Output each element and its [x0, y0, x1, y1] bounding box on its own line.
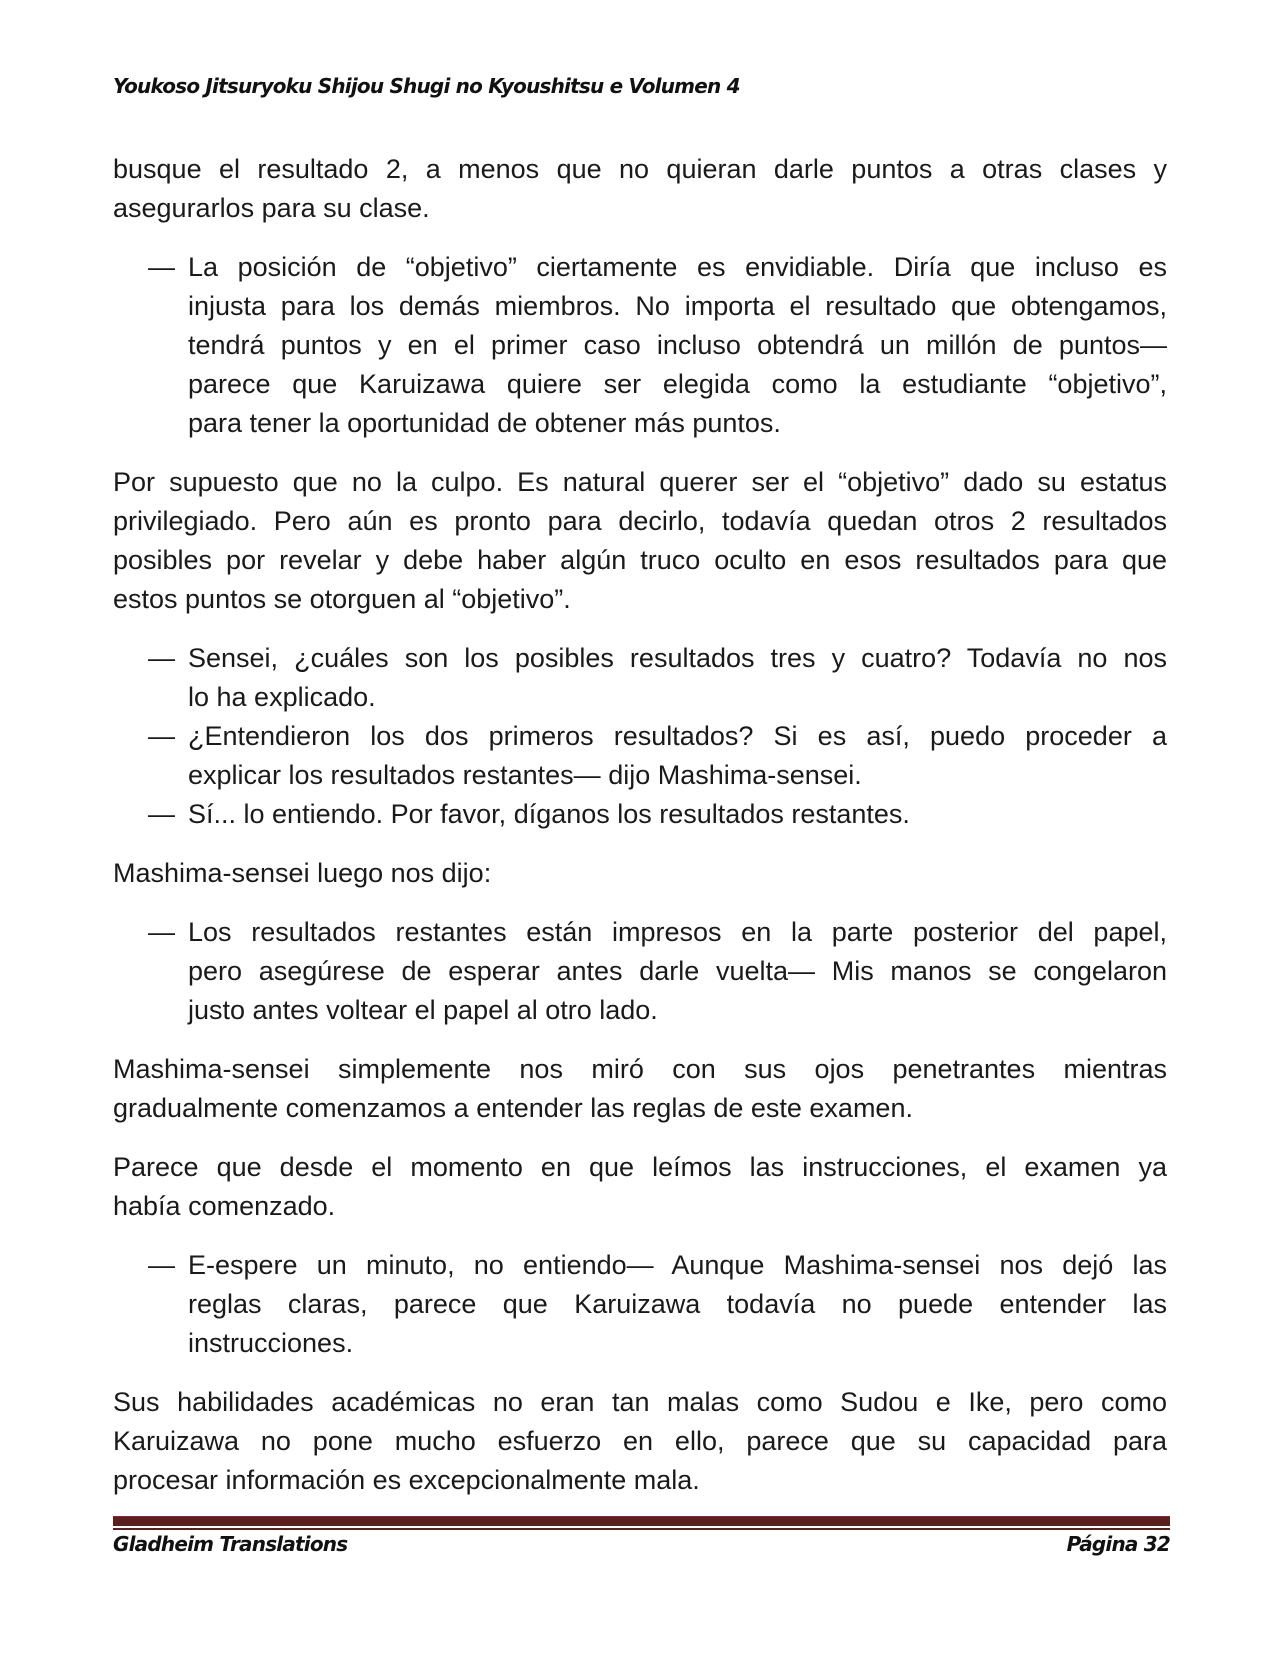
text-line: Sí... lo entiendo. Por favor, díganos los resultados restantes.	[188, 799, 910, 829]
dialogue-block	[113, 913, 1167, 1030]
paragraph	[113, 1148, 1167, 1226]
em-dash: —	[148, 799, 175, 829]
em-dash: —	[148, 1250, 175, 1280]
footer-translator: Gladheim Translations	[113, 1532, 348, 1556]
text-line: privilegiado. Pero aún es pronto para decirlo, todavía quedan otros 2 resultados	[113, 506, 1167, 536]
text-line: había comenzado.	[113, 1191, 336, 1221]
text-line: asegurarlos para su clase.	[113, 193, 430, 223]
dialogue-line	[148, 1246, 1167, 1363]
paragraph	[113, 1050, 1167, 1128]
text-line: lo ha explicado.	[188, 682, 376, 712]
dialogue-block	[113, 639, 1167, 834]
running-header: Youkoso Jitsuryoku Shijou Shugi no Kyoushitsu e Volumen 4	[113, 74, 740, 98]
text-line: La posición de “objetivo” ciertamente es envidiable. Diría que incluso es	[188, 252, 1167, 282]
text-line: Sensei, ¿cuáles son los posibles resultados tres y cuatro? Todavía no nos	[188, 643, 1167, 673]
text-line: explicar los resultados restantes— dijo Mashima-sensei.	[188, 760, 862, 790]
dialogue-line	[148, 717, 1167, 795]
text-line: pero asegúrese de esperar antes darle vuelta— Mis manos se congelaron	[188, 956, 1167, 986]
paragraph	[113, 1383, 1167, 1500]
text-line: justo antes voltear el papel al otro lado.	[188, 995, 658, 1025]
dialogue-line	[148, 913, 1167, 1030]
text-line: instrucciones.	[188, 1328, 354, 1358]
text-line: posibles por revelar y debe haber algún truco oculto en esos resultados para que	[113, 545, 1167, 575]
footer-page-number: Página 32	[1066, 1532, 1170, 1556]
em-dash: —	[148, 721, 175, 751]
text-line: Parece que desde el momento en que leímos las instrucciones, el examen ya	[113, 1152, 1167, 1182]
text-line: ¿Entendieron los dos primeros resultados? Si es así, puedo proceder a	[188, 721, 1167, 751]
text-line: Por supuesto que no la culpo. Es natural querer ser el “objetivo” dado su estatus	[113, 467, 1167, 497]
dialogue-block	[113, 1246, 1167, 1363]
paragraph	[113, 854, 1167, 893]
text-line: reglas claras, parece que Karuizawa todavía no puede entender las	[188, 1289, 1167, 1319]
paragraph	[113, 463, 1167, 619]
text-line: Sus habilidades académicas no eran tan malas como Sudou e Ike, pero como	[113, 1387, 1167, 1417]
text-line: injusta para los demás miembros. No importa el resultado que obtengamos,	[188, 291, 1167, 321]
text-line: Mashima-sensei simplemente nos miró con sus ojos penetrantes mientras	[113, 1054, 1167, 1084]
page-body	[113, 150, 1167, 1520]
em-dash: —	[148, 252, 175, 282]
paragraph	[113, 150, 1167, 228]
text-line: parece que Karuizawa quiere ser elegida como la estudiante “objetivo”,	[188, 369, 1167, 399]
dialogue-line	[148, 248, 1167, 443]
em-dash: —	[148, 643, 175, 673]
dialogue-block	[113, 248, 1167, 443]
text-line: Mashima-sensei luego nos dijo:	[113, 858, 492, 888]
dialogue-line	[148, 639, 1167, 717]
em-dash: —	[148, 917, 175, 947]
text-line: procesar información es excepcionalmente mala.	[113, 1465, 700, 1495]
text-line: Los resultados restantes están impresos en la parte posterior del papel,	[188, 917, 1167, 947]
text-line: estos puntos se otorguen al “objetivo”.	[113, 584, 571, 614]
text-line: E-espere un minuto, no entiendo— Aunque Mashima-sensei nos dejó las	[188, 1250, 1167, 1280]
dialogue-line	[148, 795, 1167, 834]
footer-divider	[113, 1516, 1170, 1528]
text-line: para tener la oportunidad de obtener más puntos.	[188, 408, 781, 438]
text-line: gradualmente comenzamos a entender las reglas de este examen.	[113, 1093, 913, 1123]
text-line: Karuizawa no pone mucho esfuerzo en ello, parece que su capacidad para	[113, 1426, 1167, 1456]
text-line: busque el resultado 2, a menos que no quieran darle puntos a otras clases y	[113, 154, 1167, 184]
text-line: tendrá puntos y en el primer caso incluso obtendrá un millón de puntos—	[188, 330, 1167, 360]
